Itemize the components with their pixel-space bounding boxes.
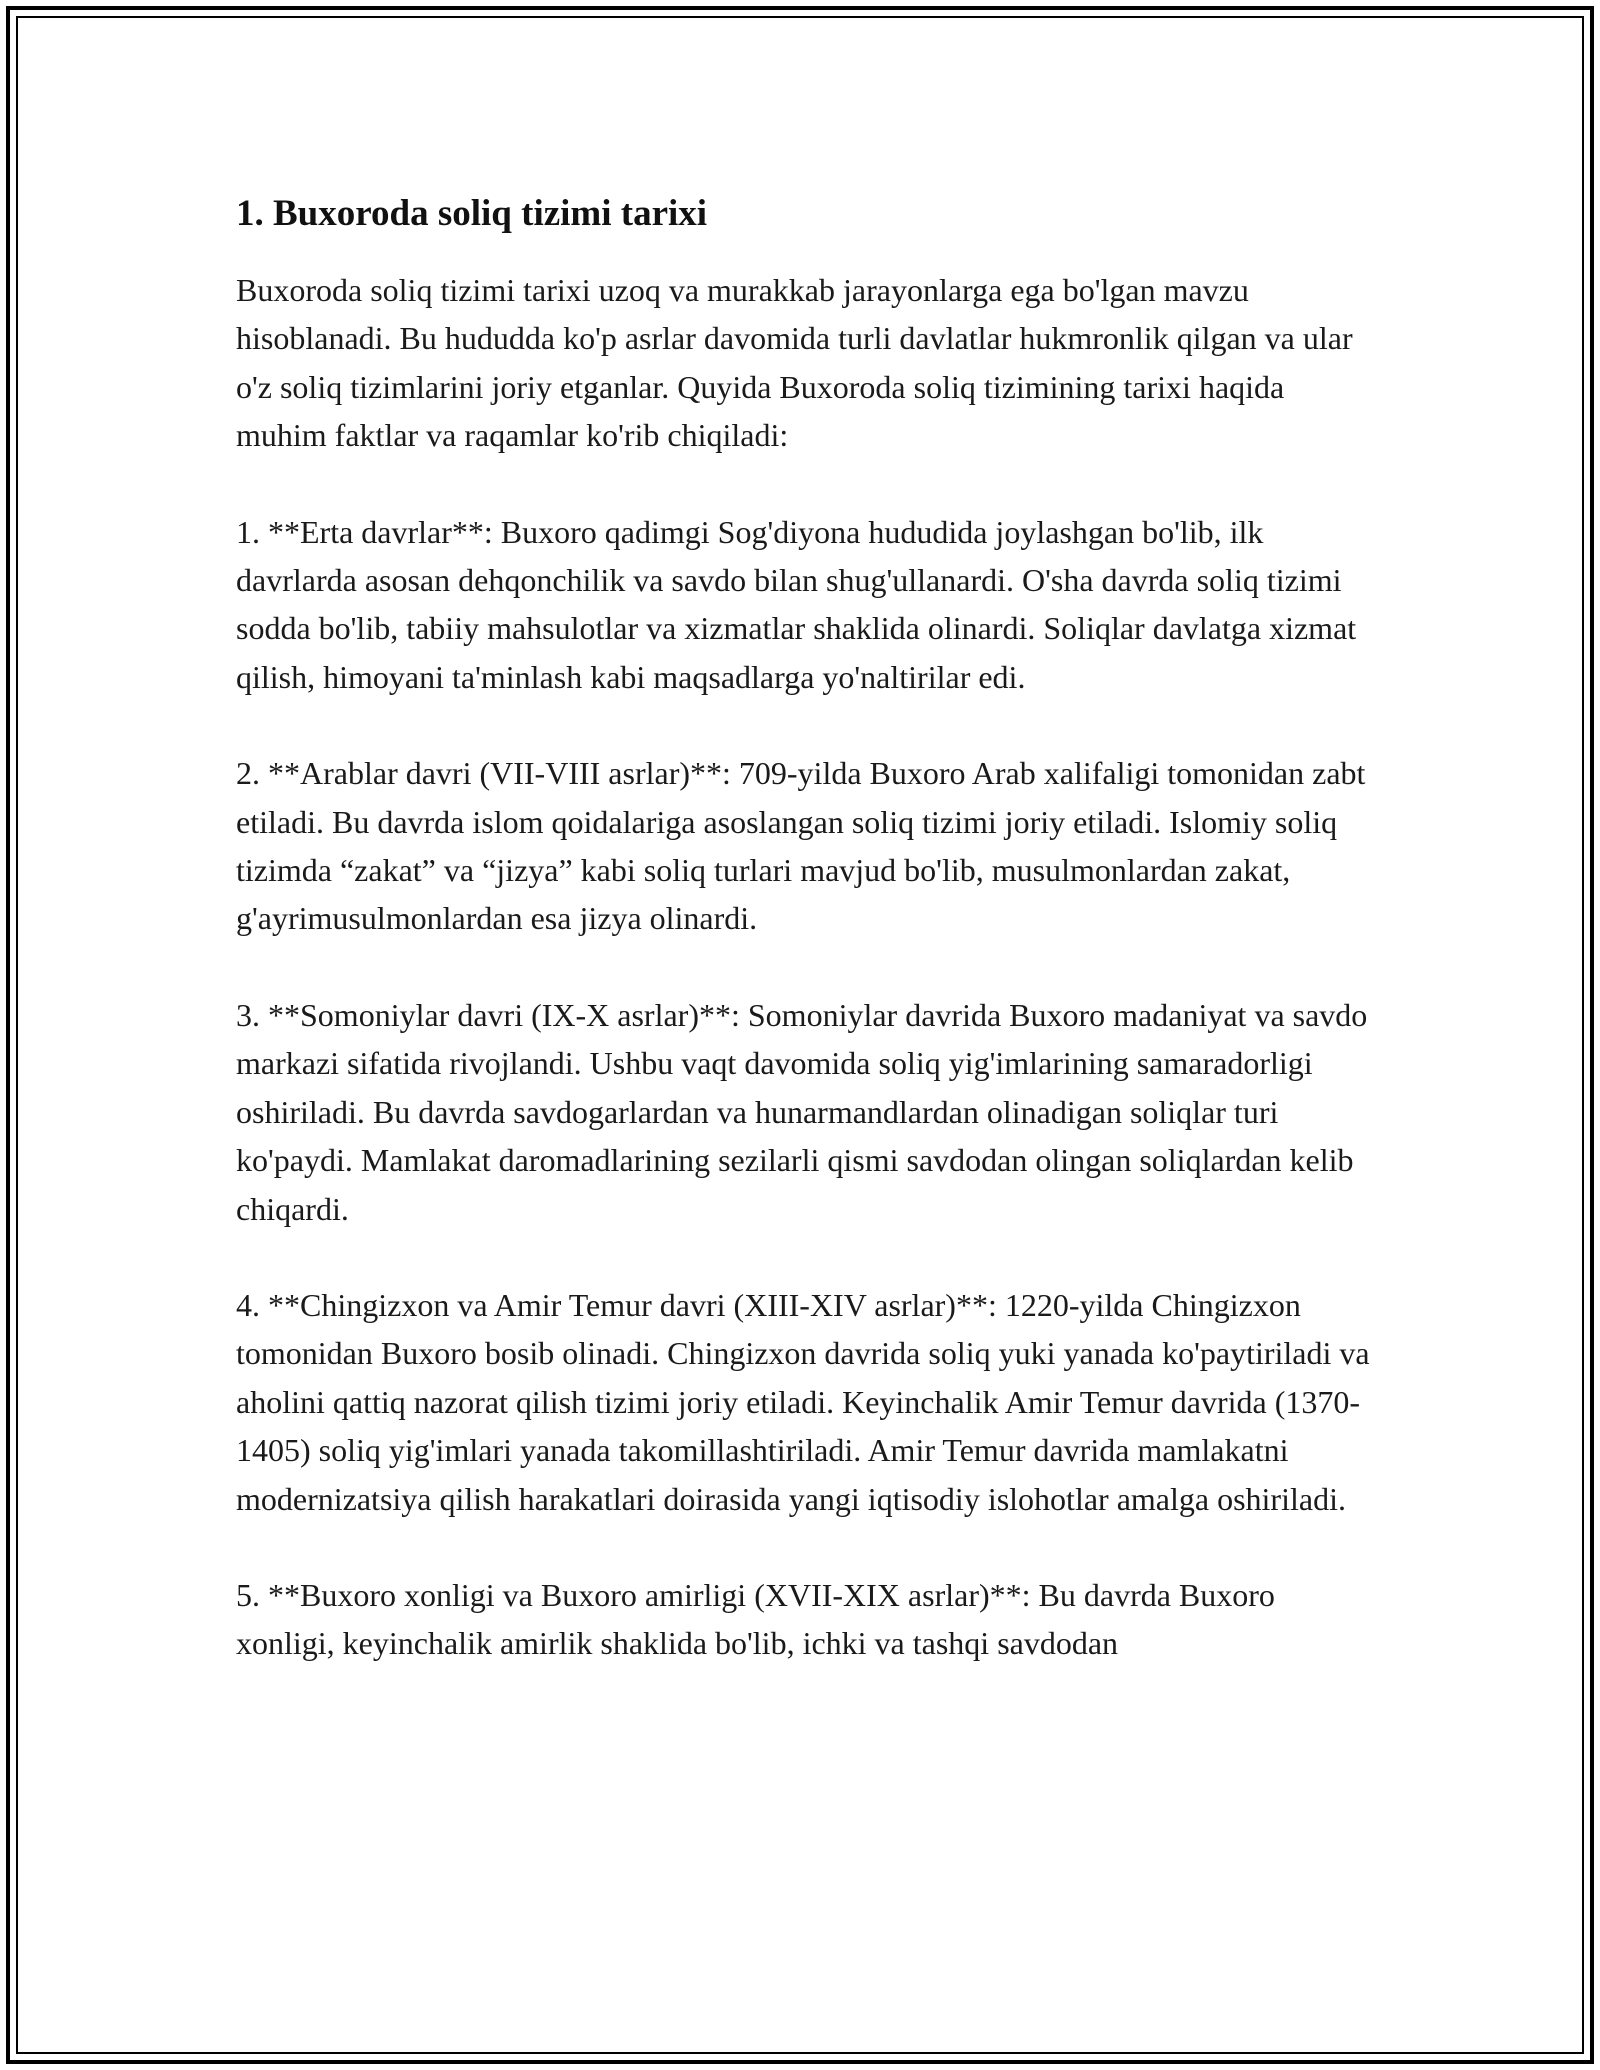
list-item-genghis-timur-period: 4. **Chingizxon va Amir Temur davri (XIII-XIV asrlar)**: 1220-yilda Chingizxon tomonidan Buxoro bosib olinadi. Chingizxon davrida soliq yuki yanada ko'paytiriladi va aholini qattiq nazorat qilish tizimi joriy etiladi. Keyinchalik Amir Temur davrida (1370-1405) soliq yig'imlari yanada takomillashtiriladi. Amir Temur davrida mamlakatni modernizatsiya qilish harakatlari doirasida yangi iqtisodiy islohotlar amalga oshiriladi. [236, 1286, 1370, 1517]
list-item-arab-period: 2. **Arablar davri (VII-VIII asrlar)**: 709-yilda Buxoro Arab xalifaligi tomonidan zabt etiladi. Bu davrda islom qoidalariga asoslangan soliq tizimi joriy etiladi. Islomiy soliq tizimda “zakat” va “jizya” kabi soliq turlari mavjud bo'lib, musulmonlardan zakat, g'ayrimusulmonlardan esa jizya olinardi. [236, 755, 1366, 937]
section-title: 1. Buxoroda soliq tizimi tarixi [236, 193, 708, 234]
list-item-bukhara-khanate-period: 5. **Buxoro xonligi va Buxoro amirligi (XVII-XIX asrlar)**: Bu davrda Buxoro xonligi, keyinchalik amirlik shaklida bo'lib, ichki va tashqi savdodan [236, 1576, 1275, 1662]
list-item-samanid-period: 3. **Somoniylar davri (IX-X asrlar)**: Somoniylar davrida Buxoro madaniyat va savdo markazi sifatida rivojlandi. Ushbu vaqt davomida soliq yig'imlarining samaradorligi oshiriladi. Bu davrda savdogarlardan va hunarmandlardan olinadigan soliqlar turi ko'paydi. Mamlakat daromadlarining sezilarli qismi savdodan olingan soliqlardan kelib chiqardi. [236, 996, 1368, 1227]
intro-paragraph: Buxoroda soliq tizimi tarixi uzoq va murakkab jarayonlarga ega bo'lgan mavzu hisoblanadi. Bu hududda ko'p asrlar davomida turli davlatlar hukmronlik qilgan va ular o'z soliq tizimlarini joriy etganlar. Quyida Buxoroda soliq tizimining tarixi haqida muhim faktlar va raqamlar ko'rib chiqiladi: [236, 272, 1353, 454]
document-body [236, 186, 1376, 1716]
list-item-early-periods: 1. **Erta davrlar**: Buxoro qadimgi Sog'diyona hududida joylashgan bo'lib, ilk davrlarda asosan dehqonchilik va savdo bilan shug'ullanardi. O'sha davrda soliq tizimi sodda bo'lib, tabiiy mahsulotlar va xizmatlar shaklida olinardi. Soliqlar davlatga xizmat qilish, himoyani ta'minlash kabi maqsadlarga yo'naltirilar edi. [236, 513, 1357, 695]
